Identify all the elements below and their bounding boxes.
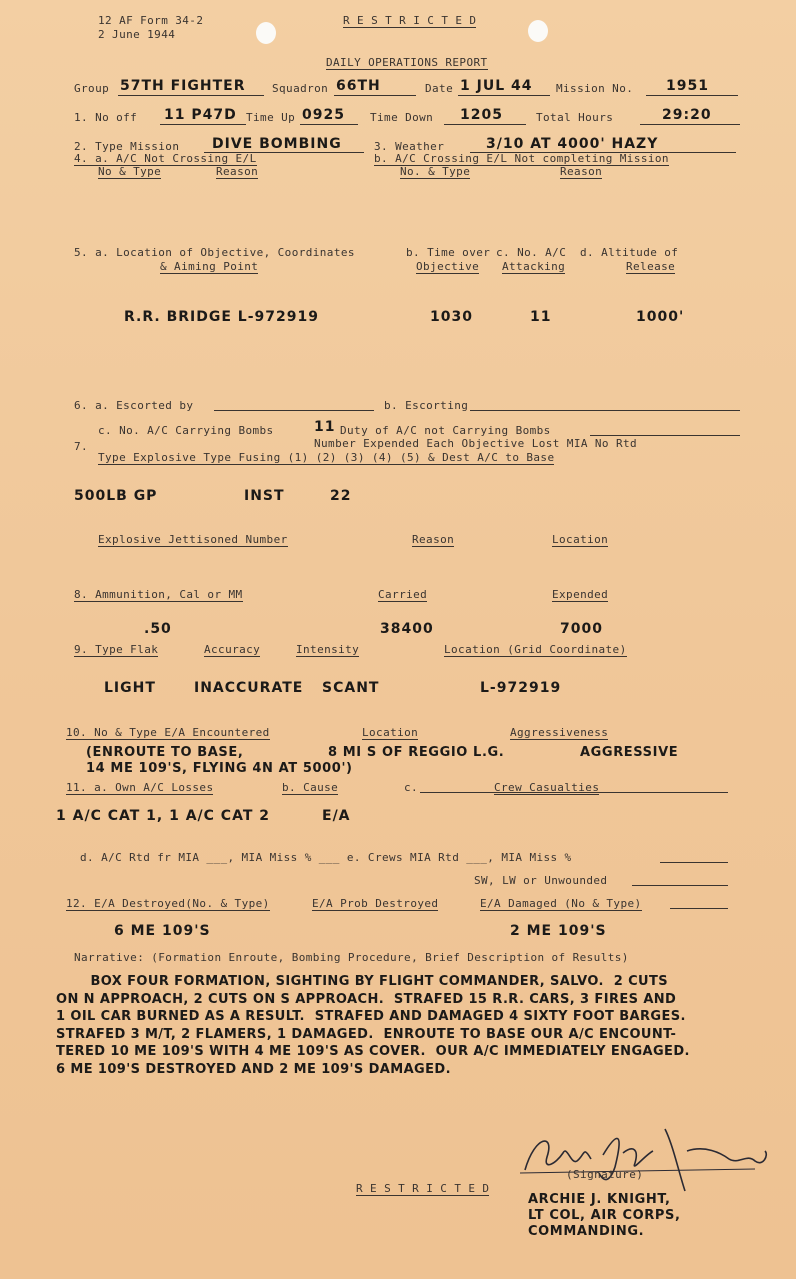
rtd-line: d. A/C Rtd fr MIA ___, MIA Miss % ___ e. Crews MIA Rtd ___, MIA Miss % xyxy=(80,851,572,864)
no-ac-value: 11 xyxy=(530,309,552,325)
intensity-label: Intensity xyxy=(296,643,360,656)
carrying-bombs-value: 11 xyxy=(314,419,336,435)
own-losses-label: 11. a. Own A/C Losses xyxy=(66,781,214,794)
ea-damaged-value: 2 ME 109'S xyxy=(510,923,607,939)
flak-location-label: Location (Grid Coordinate) xyxy=(444,643,627,656)
date-value: 1 JUL 44 xyxy=(460,78,533,94)
flak-accuracy: INACCURATE xyxy=(194,680,304,696)
item4a-no-type: No & Type xyxy=(98,165,162,178)
item5c-label: c. No. A/C xyxy=(496,246,567,259)
item4a-label: 4. a. A/C Not Crossing E/L xyxy=(74,152,257,165)
objective-location: R.R. BRIDGE L-972919 xyxy=(124,309,319,325)
jettison-location-label: Location xyxy=(552,533,609,546)
no-off-value: 11 P47D xyxy=(164,107,237,123)
date-label: Date xyxy=(425,82,454,95)
duty-label: Duty of A/C not Carrying Bombs xyxy=(340,424,551,437)
sw-lw-label: SW, LW or Unwounded xyxy=(474,874,608,887)
item5b-label: b. Time over xyxy=(406,246,491,259)
escorting-label: b. Escorting xyxy=(384,399,469,412)
flak-type: LIGHT xyxy=(104,680,156,696)
form-date: 2 June 1944 xyxy=(98,28,176,41)
signer-role: COMMANDING. xyxy=(528,1224,645,1239)
narrative-text: BOX FOUR FORMATION, SIGHTING BY FLIGHT COMMANDER, SALVO. 2 CUTS ON N APPROACH, 2 CUTS ON S APPROACH. STRAFED 15 R.R. CARS, 3 FIRES AND 1 OIL CAR BURNED AS A RESULT. STRAFED AND DAMAGED 4 SIXTY FOOT BARGES. STRAFED 3 M/T, 2 FLAMERS, 1 DAMAGED. ENROUTE TO BASE OUR A/C ENCOUNT- TERED 10 ME 109'S WITH 4 ME 109'S AS COVER. OUR A/C IMMEDIATELY ENGAGED. 6 ME 109'S DESTROYED AND 2 ME 109'S DAMAGED. xyxy=(56,974,690,1077)
classification-bottom: R E S T R I C T E D xyxy=(356,1182,490,1195)
ea-destroyed-label: 12. E/A Destroyed(No. & Type) xyxy=(66,897,270,910)
item4b-no-type: No. & Type xyxy=(400,165,471,178)
ea-line2: 14 ME 109'S, FLYING 4N AT 5000') xyxy=(86,761,353,776)
flak-type-label: 9. Type Flak xyxy=(74,643,159,656)
item5d-label: d. Altitude of xyxy=(580,246,679,259)
group-label: Group xyxy=(74,82,110,95)
ea-line1-c: AGGRESSIVE xyxy=(580,745,679,760)
ea-location-label: Location xyxy=(362,726,419,739)
weather-label: 3. Weather xyxy=(374,140,445,153)
no-off-label: 1. No off xyxy=(74,111,138,124)
explosive-type: 500LB GP xyxy=(74,488,158,504)
aiming-point-label: & Aiming Point xyxy=(160,260,259,273)
signer-name: ARCHIE J. KNIGHT, xyxy=(528,1192,671,1207)
ammo-carried: 38400 xyxy=(380,621,434,637)
ea-destroyed-value: 6 ME 109'S xyxy=(114,923,211,939)
time-down-label: Time Down xyxy=(370,111,434,124)
release-label: Release xyxy=(626,260,676,273)
ea-encountered-label: 10. No & Type E/A Encountered xyxy=(66,726,270,739)
cause-value: E/A xyxy=(322,808,351,824)
ammo-expended: 7000 xyxy=(560,621,603,637)
report-title: DAILY OPERATIONS REPORT xyxy=(326,56,488,69)
squadron-label: Squadron xyxy=(272,82,329,95)
form-id: 12 AF Form 34-2 xyxy=(98,14,204,27)
expended-label: Expended xyxy=(552,588,609,601)
time-over-value: 1030 xyxy=(430,309,473,325)
item11c-label: c. xyxy=(404,781,419,794)
time-down-value: 1205 xyxy=(460,107,503,123)
squadron-value: 66TH xyxy=(336,78,381,94)
fusing-type: INST xyxy=(244,488,285,504)
total-hours-label: Total Hours xyxy=(536,111,614,124)
item7-header: Type Explosive Type Fusing (1) (2) (3) (4) (5) & Dest A/C to Base xyxy=(98,451,555,464)
number-expended: 22 xyxy=(330,488,352,504)
ammo-label: 8. Ammunition, Cal or MM xyxy=(74,588,243,601)
accuracy-label: Accuracy xyxy=(204,643,261,656)
item4b-reason: Reason xyxy=(560,165,603,178)
altitude-value: 1000' xyxy=(636,309,685,325)
punch-hole xyxy=(256,22,276,44)
flak-intensity: SCANT xyxy=(322,680,380,696)
item4b-label: b. A/C Crossing E/L Not completing Mission xyxy=(374,152,669,165)
flak-location: L-972919 xyxy=(480,680,562,696)
carried-label: Carried xyxy=(378,588,428,601)
objective-label: Objective xyxy=(416,260,480,273)
escorted-label: 6. a. Escorted by xyxy=(74,399,194,412)
classification-top: R E S T R I C T E D xyxy=(343,14,477,27)
type-mission-value: DIVE BOMBING xyxy=(212,136,342,152)
carrying-bombs-label: c. No. A/C Carrying Bombs xyxy=(98,424,274,437)
jettison-label: Explosive Jettisoned Number xyxy=(98,533,288,546)
ea-prob-label: E/A Prob Destroyed xyxy=(312,897,439,910)
ea-damaged-label: E/A Damaged (No & Type) xyxy=(480,897,642,910)
signer-rank: LT COL, AIR CORPS, xyxy=(528,1208,681,1223)
time-up-label: Time Up xyxy=(246,111,296,124)
signature-image xyxy=(515,1115,775,1195)
item7-header-top: Number Expended Each Objective Lost MIA No Rtd xyxy=(314,437,638,450)
total-hours-value: 29:20 xyxy=(662,107,712,123)
own-losses-value: 1 A/C CAT 1, 1 A/C CAT 2 xyxy=(56,808,270,824)
crew-casualties-label: Crew Casualties xyxy=(494,781,600,794)
cause-label: b. Cause xyxy=(282,781,339,794)
ammo-cal: .50 xyxy=(144,621,172,637)
item7-label: 7. xyxy=(74,440,89,453)
mission-value: 1951 xyxy=(666,78,709,94)
punch-hole xyxy=(528,20,548,42)
narrative-label: Narrative: (Formation Enroute, Bombing Procedure, Brief Description of Results) xyxy=(74,951,629,964)
item4a-reason: Reason xyxy=(216,165,259,178)
item5a-label: 5. a. Location of Objective, Coordinates xyxy=(74,246,355,259)
aggressiveness-label: Aggressiveness xyxy=(510,726,609,739)
time-up-value: 0925 xyxy=(302,107,345,123)
group-value: 57TH FIGHTER xyxy=(120,78,246,94)
type-mission-label: 2. Type Mission xyxy=(74,140,180,153)
ea-line1-b: 8 MI S OF REGGIO L.G. xyxy=(328,745,505,760)
jettison-reason-label: Reason xyxy=(412,533,455,546)
signature-label: (Signature) xyxy=(566,1168,644,1181)
attacking-label: Attacking xyxy=(502,260,566,273)
mission-label: Mission No. xyxy=(556,82,634,95)
weather-value: 3/10 AT 4000' HAZY xyxy=(486,136,659,152)
ea-line1-a: (ENROUTE TO BASE, xyxy=(86,745,244,760)
